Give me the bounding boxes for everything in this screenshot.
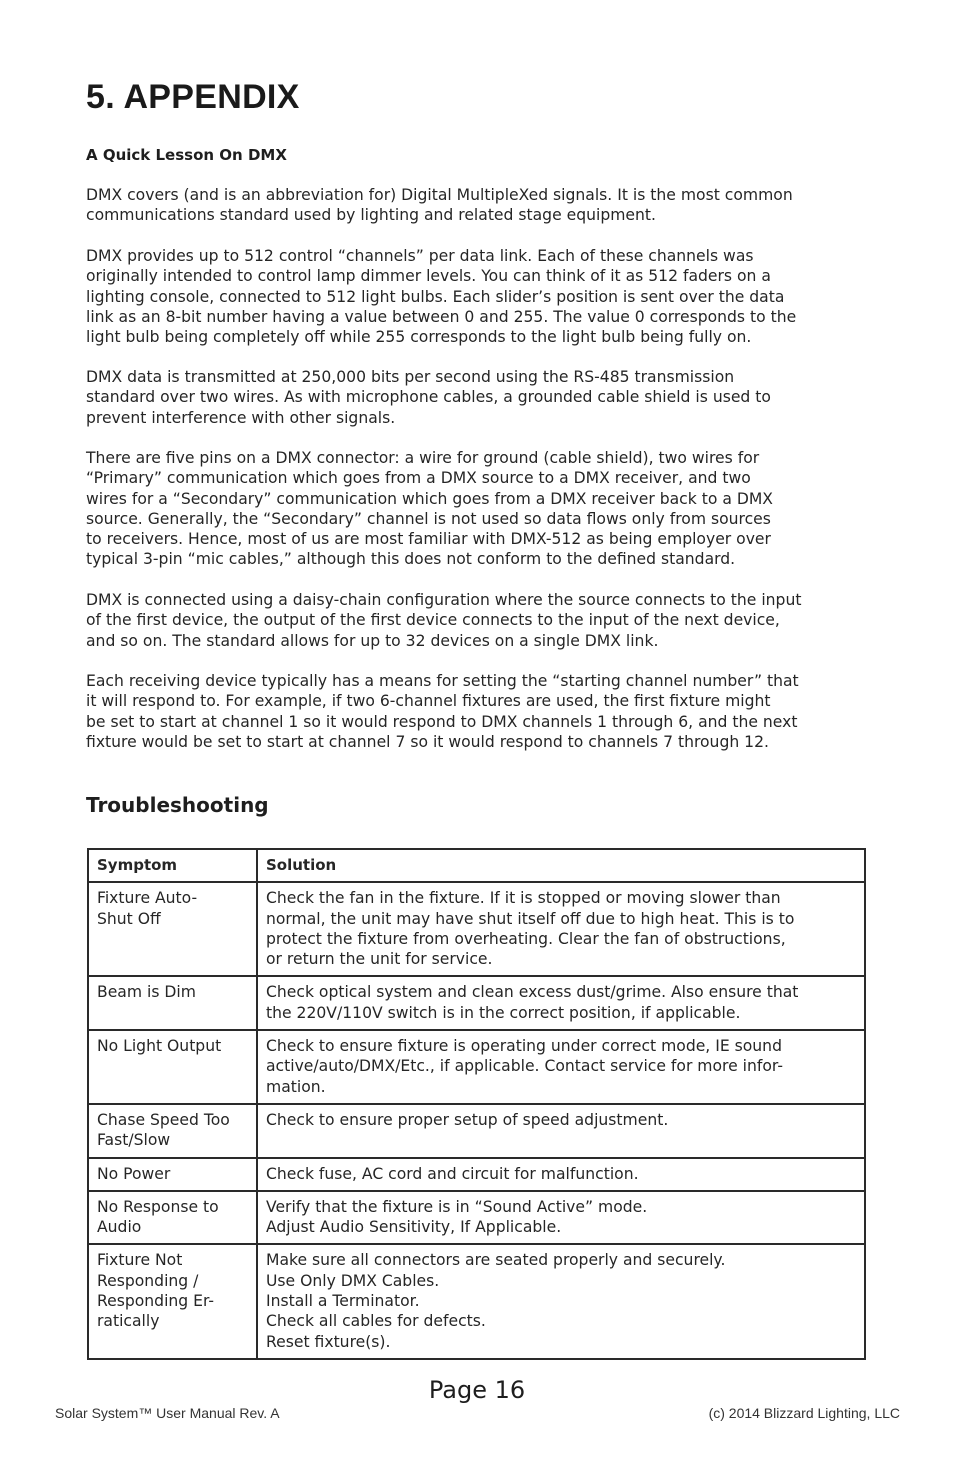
paragraph-line: fixture would be set to start at channel 7 so it would respond to channels 7 through 12. xyxy=(86,732,769,751)
solution-cell xyxy=(257,1104,865,1158)
symptom-line: No Light Output xyxy=(97,1037,222,1056)
table-row xyxy=(88,882,865,976)
solution-line: Check to ensure proper setup of speed adjustment. xyxy=(266,1110,669,1129)
symptom-cell xyxy=(88,976,257,1030)
symptom-line: Fixture Auto- xyxy=(97,889,198,908)
table-header-row xyxy=(88,849,865,882)
solution-line: Check all cables for defects. xyxy=(266,1312,486,1331)
solution-line: Verify that the fixture is in “Sound Active” mode. xyxy=(266,1197,648,1216)
dmx-section-heading: A Quick Lesson On DMX xyxy=(86,146,287,164)
paragraph-line: to receivers. Hence, most of us are most familiar with DMX-512 as being employer over xyxy=(86,530,771,549)
paragraph-line: it will respond to. For example, if two 6-channel fixtures are used, the first fixture might xyxy=(86,692,771,711)
table-row xyxy=(88,976,865,1030)
solution-line: Check to ensure fixture is operating under correct mode, IE sound xyxy=(266,1037,782,1056)
table-row xyxy=(88,1030,865,1104)
paragraph-line: originally intended to control lamp dimmer levels. You can think of it as 512 faders on a xyxy=(86,267,771,286)
table-row xyxy=(88,1158,865,1191)
solution-line: Check the fan in the fixture. If it is stopped or moving slower than xyxy=(266,889,781,908)
symptom-cell xyxy=(88,1191,257,1245)
body-paragraph xyxy=(86,671,876,752)
troubleshooting-heading: Troubleshooting xyxy=(86,793,269,817)
page-title: 5. APPENDIX xyxy=(86,78,300,116)
body-paragraph xyxy=(86,367,876,428)
paragraph-line: and so on. The standard allows for up to 32 devices on a single DMX link. xyxy=(86,631,659,650)
symptom-line: Fixture Not xyxy=(97,1251,183,1270)
solution-line: or return the unit for service. xyxy=(266,950,493,969)
solution-line: mation. xyxy=(266,1077,326,1096)
paragraph-line: light bulb being completely off while 255 corresponds to the light bulb being fully on. xyxy=(86,328,752,347)
paragraph-line: DMX provides up to 512 control “channels” per data link. Each of these channels was xyxy=(86,247,754,265)
footer-manual-title: Solar System™ User Manual Rev. A xyxy=(55,1405,280,1421)
solution-cell xyxy=(257,1030,865,1104)
symptom-cell xyxy=(88,1158,257,1191)
symptom-line: No Power xyxy=(97,1164,171,1183)
solution-line: Check fuse, AC cord and circuit for malfunction. xyxy=(266,1164,639,1183)
paragraph-line: source. Generally, the “Secondary” channel is not used so data flows only from sources xyxy=(86,509,771,528)
paragraph-line: be set to start at channel 1 so it would respond to DMX channels 1 through 6, and the next xyxy=(86,712,798,731)
paragraph-line: prevent interference with other signals. xyxy=(86,408,396,427)
paragraph-line: wires for a “Secondary” communication which goes from a DMX receiver back to a DMX xyxy=(86,489,773,508)
solution-line: Check optical system and clean excess dust/grime. Also ensure that xyxy=(266,983,799,1002)
symptom-cell xyxy=(88,882,257,976)
solution-line: the 220V/110V switch is in the correct position, if applicable. xyxy=(266,1003,741,1022)
symptom-line: Responding Er- xyxy=(97,1292,215,1311)
symptom-line: ratically xyxy=(97,1312,160,1331)
table-row xyxy=(88,1104,865,1158)
body-paragraph xyxy=(86,185,876,226)
solution-cell xyxy=(257,1244,865,1358)
symptom-cell xyxy=(88,1030,257,1104)
paragraph-line: link as an 8-bit number having a value between 0 and 255. The value 0 corresponds to the xyxy=(86,307,797,326)
paragraph-line: communications standard used by lighting and related stage equipment. xyxy=(86,206,656,225)
solution-line: Reset fixture(s). xyxy=(266,1332,391,1351)
solution-line: normal, the unit may have shut itself off due to high heat. This is to xyxy=(266,909,795,928)
paragraph-line: of the first device, the output of the first device connects to the input of the next device, xyxy=(86,611,780,630)
solution-line: Adjust Audio Sensitivity, If Applicable. xyxy=(266,1218,562,1237)
symptom-cell xyxy=(88,1244,257,1358)
paragraph-line: “Primary” communication which goes from a DMX source to a DMX receiver, and two xyxy=(86,469,751,488)
solution-line: Make sure all connectors are seated properly and securely. xyxy=(266,1251,726,1270)
solution-cell xyxy=(257,1191,865,1245)
paragraph-line: DMX is connected using a daisy-chain configuration where the source connects to the input xyxy=(86,591,802,609)
symptom-line: Shut Off xyxy=(97,909,161,928)
solution-cell xyxy=(257,976,865,1030)
solution-line: active/auto/DMX/Etc., if applicable. Contact service for more infor- xyxy=(266,1057,783,1076)
symptom-line: Chase Speed Too xyxy=(97,1110,230,1129)
paragraph-line: typical 3-pin “mic cables,” although this does not conform to the defined standard. xyxy=(86,550,736,569)
paragraph-line: There are five pins on a DMX connector: a wire for ground (cable shield), two wires for xyxy=(86,449,760,467)
body-paragraph xyxy=(86,590,876,651)
footer-copyright: (c) 2014 Blizzard Lighting, LLC xyxy=(708,1405,900,1421)
solution-line: Install a Terminator. xyxy=(266,1292,420,1311)
solution-line: Use Only DMX Cables. xyxy=(266,1271,440,1290)
body-paragraph xyxy=(86,246,876,347)
symptom-line: Beam is Dim xyxy=(97,983,196,1002)
symptom-line: Responding / xyxy=(97,1271,199,1290)
paragraph-line: Each receiving device typically has a means for setting the “starting channel number” that xyxy=(86,672,799,690)
body-paragraph xyxy=(86,448,876,570)
solution-cell xyxy=(257,882,865,976)
solution-column-header: Solution xyxy=(257,849,865,882)
symptom-column-header: Symptom xyxy=(88,849,257,882)
page-number: Page 16 xyxy=(428,1376,526,1404)
solution-cell xyxy=(257,1158,865,1191)
symptom-line: Fast/Slow xyxy=(97,1131,171,1150)
symptom-line: Audio xyxy=(97,1218,142,1237)
table-row xyxy=(88,1191,865,1245)
symptom-line: No Response to xyxy=(97,1197,219,1216)
troubleshooting-table xyxy=(87,848,866,1360)
solution-line: protect the fixture from overheating. Clear the fan of obstructions, xyxy=(266,929,786,948)
paragraph-line: DMX data is transmitted at 250,000 bits per second using the RS-485 transmission xyxy=(86,368,735,386)
paragraph-line: lighting console, connected to 512 light bulbs. Each slider’s position is sent over the data xyxy=(86,287,785,306)
symptom-cell xyxy=(88,1104,257,1158)
table-row xyxy=(88,1244,865,1358)
paragraph-line: standard over two wires. As with microphone cables, a grounded cable shield is used to xyxy=(86,388,771,407)
paragraph-line: DMX covers (and is an abbreviation for) Digital MultipleXed signals. It is the most common xyxy=(86,186,793,204)
